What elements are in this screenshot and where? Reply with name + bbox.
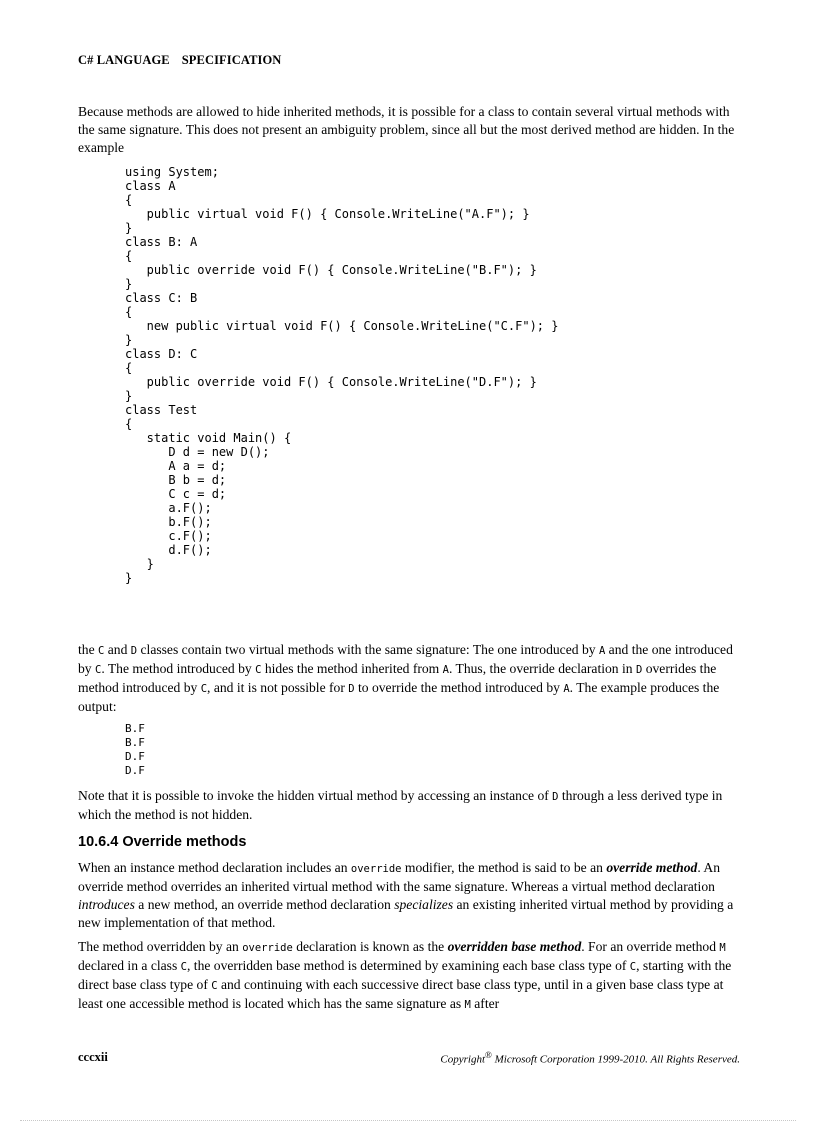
code-example-output: B.F B.F D.F D.F [125,722,145,777]
page-edge-divider [20,1120,796,1121]
code-example-classes: using System; class A { public virtual void F() { Console.WriteLine("A.F"); } } class B: A { public override void F() { Console.WriteLine("B.F"); } } class C: B { new public virtual void F() { Console.WriteLine("C.F"); } } class D: C { public override void F() { Console.WriteLine("D.F"); } } class Test { static void Main() { D d = new D(); A a = d; B b = d; C c = d; a.F(); b.F(); c.F(); d.F(); } } [125,165,559,585]
running-header [78,53,281,68]
paragraph-intro: Because methods are allowed to hide inherited methods, it is possible for a class to contain several virtual methods with the same signature. This does not present an ambiguity problem, since all but the most derived method are hidden. In the example [78,104,735,155]
paragraph-explanation: the C and D classes contain two virtual methods with the same signature: The one introduced by A and the one introduced by C. The method introduced by C hides the method inherited from A. Thus, the override declaration in D overrides the method introduced by C, and it is not possible for D to override the method introduced by A. The example produces the output: [78,642,733,714]
paragraph-overridden-base-method: The method overridden by an override declaration is known as the overridden base method. For an override method M declared in a class C, the overridden base method is determined by examining each base class type of C, starting with the direct base class type of C and continuing with each successive direct base class type, until in a given base class type at least one accessible method is located which has the same signature as M after [78,939,732,1011]
copyright-notice: Copyright® Microsoft Corporation 1999-2010. All Rights Reserved. [440,1050,740,1066]
section-heading: 10.6.4 Override methods [78,834,247,850]
paragraph-override-definition: When an instance method declaration includes an override modifier, the method is said to be an override method. An override method overrides an inherited virtual method with the same signature. Whereas a virtual method declaration introduces a new method, an override method declaration specializes an existing inherited virtual method by providing a new implementation of that method. [78,860,734,930]
paragraph-note: Note that it is possible to invoke the hidden virtual method by accessing an instance of D through a less derived type in which the method is not hidden. [78,788,723,822]
page-number: cccxii [78,1050,108,1064]
header-part1: C# LANGUAGE [78,53,170,67]
header-part2: SPECIFICATION [181,53,282,67]
